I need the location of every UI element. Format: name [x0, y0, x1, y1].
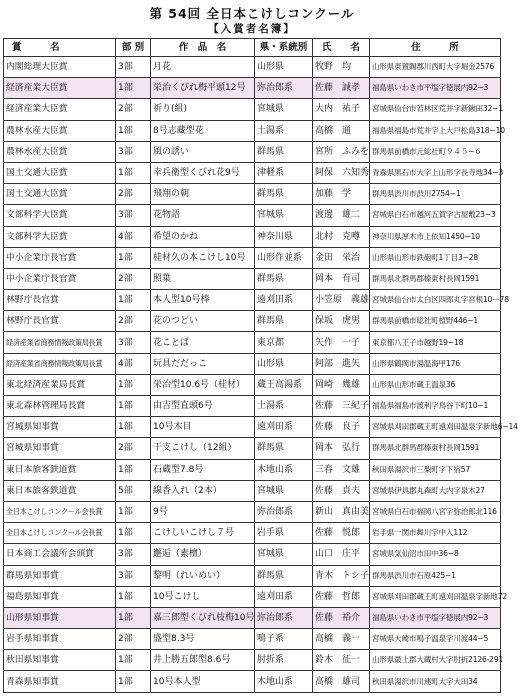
- name-cell: 北村 克噂: [313, 226, 370, 247]
- lineage-cell: 山形県: [255, 57, 313, 78]
- award-cell: 宮城県知事賞: [4, 417, 116, 438]
- table-row: [4, 120, 501, 141]
- award-cell: 林野庁長官賞: [4, 290, 116, 311]
- table-row: [4, 99, 501, 120]
- category-cell: 2部: [116, 184, 151, 205]
- name-cell: 大内 祐子: [313, 99, 370, 120]
- name-cell: 高橋 義一: [313, 629, 370, 650]
- table-row: [4, 671, 501, 692]
- award-cell: 青森県知事賞: [4, 671, 116, 692]
- address-cell: 宮城県刈田郡蔵王町遠刈田温泉字新地6−14: [370, 417, 501, 438]
- work-cell: 8号志藏型花: [151, 120, 255, 141]
- name-cell: 佐藤 悦郎: [313, 523, 370, 544]
- work-cell: 花ことば: [151, 332, 255, 353]
- lineage-cell: 宮城県: [255, 99, 313, 120]
- address-cell: 山形県山形市蔵王温泉36: [370, 374, 501, 395]
- category-cell: 1部: [116, 459, 151, 480]
- award-cell: 経済産業大臣賞: [4, 99, 116, 120]
- name-cell: 岡崎 幾雄: [313, 374, 370, 395]
- category-cell: 3部: [116, 565, 151, 586]
- lineage-cell: 遠刈田系: [255, 586, 313, 607]
- award-cell: 宮城県知事賞: [4, 438, 116, 459]
- award-cell: 中小企業庁長官賞: [4, 247, 116, 268]
- work-cell: 風の誘い: [151, 141, 255, 162]
- address-cell: 宮城県伊具郡丸森町大内字泉木27: [370, 480, 501, 501]
- name-cell: 佐藤 三紀子: [313, 396, 370, 417]
- name-cell: 佐藤 裕介: [313, 607, 370, 628]
- table-row: [4, 374, 501, 395]
- work-cell: 幸兵衛型くびれ花9号: [151, 162, 255, 183]
- lineage-cell: 弥治郎系: [255, 607, 313, 628]
- header-award: 賞 名: [4, 39, 116, 57]
- award-cell: 農林水産大臣賞: [4, 141, 116, 162]
- award-cell: 東日本旅客鉄道賞: [4, 459, 116, 480]
- address-cell: 福島県いわき市平塩字徳展内92−3: [370, 78, 501, 99]
- header-name: 氏 名: [313, 39, 370, 57]
- address-cell: 福島県いわき市平塩字徳展内92−3: [370, 607, 501, 628]
- award-cell: 東北経済産業局長賞: [4, 374, 116, 395]
- lineage-cell: 群馬県: [255, 141, 313, 162]
- category-cell: 1部: [116, 247, 151, 268]
- lineage-cell: 群馬県: [255, 565, 313, 586]
- category-cell: 4部: [116, 353, 151, 374]
- category-cell: 5部: [116, 480, 151, 501]
- lineage-cell: 木地山系: [255, 459, 313, 480]
- award-cell: 経済産業省商務情報政策局長賞: [4, 332, 116, 353]
- table-row: [4, 565, 501, 586]
- table-row: [4, 396, 501, 417]
- work-cell: 玩具だだっこ: [151, 353, 255, 374]
- table-row: [4, 205, 501, 226]
- category-cell: 1部: [116, 120, 151, 141]
- category-cell: 1部: [116, 671, 151, 692]
- winners-table: [3, 38, 518, 693]
- category-cell: 3部: [116, 332, 151, 353]
- address-cell: 山形県山形市鉄砲町1丁目3−28: [370, 247, 501, 268]
- award-cell: 中小企業庁長官賞: [4, 268, 116, 289]
- work-cell: 黎明（れいめい）: [151, 565, 255, 586]
- category-cell: 2部: [116, 438, 151, 459]
- lineage-cell: 宮城県: [255, 205, 313, 226]
- award-cell: 文部科学大臣賞: [4, 205, 116, 226]
- category-cell: 2部: [116, 311, 151, 332]
- award-cell: 東北森林管理局長賞: [4, 396, 116, 417]
- lineage-cell: 群馬県: [255, 311, 313, 332]
- table-row: [4, 78, 501, 99]
- work-cell: 桂材久の本こけし10号: [151, 247, 255, 268]
- table-row: [4, 459, 501, 480]
- work-cell: 祈り(組): [151, 99, 255, 120]
- name-cell: 宮所 ふみを: [313, 141, 370, 162]
- category-cell: 1部: [116, 607, 151, 628]
- name-cell: 阿部 進矢: [313, 353, 370, 374]
- category-cell: 2部: [116, 629, 151, 650]
- lineage-cell: 東京都: [255, 332, 313, 353]
- name-cell: 新山 真由美: [313, 501, 370, 522]
- work-cell: 希望のかね: [151, 226, 255, 247]
- category-cell: 3部: [116, 57, 151, 78]
- category-cell: 1部: [116, 78, 151, 99]
- table-row: [4, 247, 501, 268]
- table-row: [4, 586, 501, 607]
- lineage-cell: 弥治郎系: [255, 78, 313, 99]
- award-cell: 山形県知事賞: [4, 607, 116, 628]
- table-row: [4, 629, 501, 650]
- document-title: 第 54回 全日本こけしコンクール: [149, 6, 355, 21]
- lineage-cell: 岩手県: [255, 523, 313, 544]
- category-cell: 1部: [116, 650, 151, 671]
- lineage-cell: 宮城県: [255, 480, 313, 501]
- lineage-cell: 土湯系: [255, 120, 313, 141]
- name-cell: 阿保 六知秀: [313, 162, 370, 183]
- address-cell: 秋田県湯沢市川連町大字大田34: [370, 671, 501, 692]
- award-cell: 秋田県知事賞: [4, 650, 116, 671]
- table-row: [4, 226, 501, 247]
- award-cell: 経済産業省商務情報政策局長賞: [4, 353, 116, 374]
- work-cell: 花のつどい: [151, 311, 255, 332]
- work-cell: 10号本人型: [151, 671, 255, 692]
- award-cell: 農林水産大臣賞: [4, 120, 116, 141]
- address-cell: 宮城県刈田郡蔵王町遠刈田温泉字新地72: [370, 586, 501, 607]
- lineage-cell: 神奈川県: [255, 226, 313, 247]
- work-cell: 本人型10号棒: [151, 290, 255, 311]
- work-cell: 嘉三郎型くびれ枝梅10号: [151, 607, 255, 628]
- address-cell: 群馬県北群馬郡榛東村長岡1591: [370, 438, 501, 459]
- lineage-cell: 遠刈田系: [255, 290, 313, 311]
- table-row: [4, 438, 501, 459]
- lineage-cell: 群馬県: [255, 184, 313, 205]
- address-cell: 群馬県渋川市石原425−1: [370, 565, 501, 586]
- name-cell: 岡本 有司: [313, 268, 370, 289]
- address-cell: 宮城県白石市福岡八宮字弥治郎北116: [370, 501, 501, 522]
- address-cell: 山形県鶴岡市湯温海甲176: [370, 353, 501, 374]
- category-cell: 4部: [116, 226, 151, 247]
- address-cell: 群馬県渋川市渋川2754−1: [370, 184, 501, 205]
- header-work: 作 品 名: [151, 39, 255, 57]
- table-row: [4, 162, 501, 183]
- name-cell: 佐藤 良子: [313, 417, 370, 438]
- lineage-cell: 宮城県: [255, 544, 313, 565]
- name-cell: 矢作 一子: [313, 332, 370, 353]
- name-cell: 渡邊 雄二: [313, 205, 370, 226]
- header-address: 住 所: [370, 39, 501, 57]
- table-row: [4, 311, 501, 332]
- award-cell: 群馬県知事賞: [4, 565, 116, 586]
- header-lineage: 県・系統別: [255, 39, 313, 57]
- header-category: 部 別: [116, 39, 151, 57]
- address-cell: 宮城県大崎市鳴子温泉字川渡44−5: [370, 629, 501, 650]
- lineage-cell: 遠刈田系: [255, 417, 313, 438]
- category-cell: 1部: [116, 523, 151, 544]
- address-cell: 宮城県気仙沼市田中36−8: [370, 544, 501, 565]
- award-cell: 全日本こけしコンクール会長賞: [4, 523, 116, 544]
- table-row: [4, 332, 501, 353]
- address-cell: 福島県福島市渡利字鳥谷下町10−1: [370, 396, 501, 417]
- name-cell: 三春 文雄: [313, 459, 370, 480]
- table-row: [4, 544, 501, 565]
- category-cell: 1部: [116, 501, 151, 522]
- category-cell: 1部: [116, 586, 151, 607]
- work-cell: 照葉: [151, 268, 255, 289]
- table-row: [4, 607, 501, 628]
- name-cell: 佐藤 誠孝: [313, 78, 370, 99]
- table-row: [4, 290, 501, 311]
- work-cell: 10号木目: [151, 417, 255, 438]
- work-cell: 月花: [151, 57, 255, 78]
- work-cell: 盛型8.3号: [151, 629, 255, 650]
- work-cell: 邂逅（素檀）: [151, 544, 255, 565]
- document-subtitle: 【入賞者名簿】: [208, 23, 296, 35]
- work-cell: 10号こけし: [151, 586, 255, 607]
- table-row: [4, 353, 501, 374]
- address-cell: 群馬県前橋市総社町植野446−1: [370, 311, 501, 332]
- table-row: [4, 184, 501, 205]
- award-cell: 文部科学大臣賞: [4, 226, 116, 247]
- lineage-cell: 鳴子系: [255, 629, 313, 650]
- name-cell: 保坂 虎男: [313, 311, 370, 332]
- address-cell: 宮城県仙台市太白区四郎丸字宮根10ー78: [370, 290, 501, 311]
- address-cell: 福島県福島市荒井字上大戸松島318−10: [370, 120, 501, 141]
- table-row: [4, 57, 501, 78]
- name-cell: 加藤 学: [313, 184, 370, 205]
- award-cell: 国土交通大臣賞: [4, 184, 116, 205]
- table-row: [4, 141, 501, 162]
- table-row: [4, 268, 501, 289]
- address-cell: 群馬県前橋市元総社町９４５−６: [370, 141, 501, 162]
- award-cell: 日本商工会議所会頭賞: [4, 544, 116, 565]
- address-cell: 秋田県湯沢市三梨町字下宿57: [370, 459, 501, 480]
- work-cell: 9号: [151, 501, 255, 522]
- category-cell: 1部: [116, 162, 151, 183]
- work-cell: 栄治くびれ梅平頭12号: [151, 78, 255, 99]
- award-cell: 内閣総理大臣賞: [4, 57, 116, 78]
- lineage-cell: 山形作並系: [255, 247, 313, 268]
- award-cell: 岩手県知事賞: [4, 629, 116, 650]
- lineage-cell: 山形県: [255, 353, 313, 374]
- name-cell: 山口 庄平: [313, 544, 370, 565]
- name-cell: 岡本 弘行: [313, 438, 370, 459]
- category-cell: 2部: [116, 268, 151, 289]
- work-cell: 花物語: [151, 205, 255, 226]
- award-cell: 福島県知事賞: [4, 586, 116, 607]
- work-cell: 由吉型直頭6号: [151, 396, 255, 417]
- address-cell: 山形県最上郡大蔵村大字肘折2126-291: [370, 650, 501, 671]
- table-row: [4, 501, 501, 522]
- work-cell: こけしいこけし７号: [151, 523, 255, 544]
- award-cell: 国土交通大臣賞: [4, 162, 116, 183]
- name-cell: 金田 栄治: [313, 247, 370, 268]
- lineage-cell: 群馬県: [255, 438, 313, 459]
- lineage-cell: 蔵王高湯系: [255, 374, 313, 395]
- table-body: [4, 57, 518, 693]
- name-cell: 佐藤 貞夫: [313, 480, 370, 501]
- category-cell: 1部: [116, 290, 151, 311]
- award-cell: 東日本旅客鉄道賞: [4, 480, 116, 501]
- category-cell: 3部: [116, 205, 151, 226]
- address-cell: 神奈川県厚木市上依知1450−10: [370, 226, 501, 247]
- table-row: [4, 523, 501, 544]
- table-row: [4, 417, 501, 438]
- lineage-cell: 土湯系: [255, 396, 313, 417]
- work-cell: 井上勝五郎型8.6号: [151, 650, 255, 671]
- work-cell: 石蔵型7.8号: [151, 459, 255, 480]
- lineage-cell: 肘折系: [255, 650, 313, 671]
- award-cell: 経済産業大臣賞: [4, 78, 116, 99]
- lineage-cell: 群馬県: [255, 268, 313, 289]
- work-cell: 栄治型10.6号（桂材）: [151, 374, 255, 395]
- category-cell: 1部: [116, 374, 151, 395]
- category-cell: 3部: [116, 544, 151, 565]
- award-cell: 林野庁長官賞: [4, 311, 116, 332]
- award-cell: 全日本こけしコンクール会長賞: [4, 501, 116, 522]
- name-cell: 高橋 通: [313, 120, 370, 141]
- address-cell: 東京都八王子市越野19−18: [370, 332, 501, 353]
- work-cell: 線香入れ（2本）: [151, 480, 255, 501]
- name-cell: 小笠原 義雄: [313, 290, 370, 311]
- address-cell: 岩手県一関市舞川字中入112: [370, 523, 501, 544]
- work-cell: 干支こけし（12組）: [151, 438, 255, 459]
- address-cell: 群馬県北群馬郡榛東村長岡1591: [370, 268, 501, 289]
- name-cell: 鈴木 征一: [313, 650, 370, 671]
- category-cell: 2部: [116, 99, 151, 120]
- address-cell: 山形県東置賜郡川西町大字堀金2576: [370, 57, 501, 78]
- lineage-cell: 津軽系: [255, 162, 313, 183]
- address-cell: 宮城県仙台市若林区荒井字新鍬田32−1: [370, 99, 501, 120]
- lineage-cell: 弥治郎系: [255, 501, 313, 522]
- name-cell: 高橋 雄司: [313, 671, 370, 692]
- table-header-row: [4, 39, 501, 57]
- category-cell: 1部: [116, 396, 151, 417]
- table-row: [4, 650, 501, 671]
- address-cell: 宮城県白石市越河五賀字古屋敷23−3: [370, 205, 501, 226]
- name-cell: 牧野 均: [313, 57, 370, 78]
- category-cell: 1部: [116, 417, 151, 438]
- address-cell: 青森県黒石市大字上山形字長寺地34−3: [370, 162, 501, 183]
- table-row: [4, 480, 501, 501]
- name-cell: 青木 トシ子: [313, 565, 370, 586]
- lineage-cell: 木地山系: [255, 671, 313, 692]
- name-cell: 佐藤 哲郎: [313, 586, 370, 607]
- category-cell: 3部: [116, 141, 151, 162]
- work-cell: 飛翔の朝: [151, 184, 255, 205]
